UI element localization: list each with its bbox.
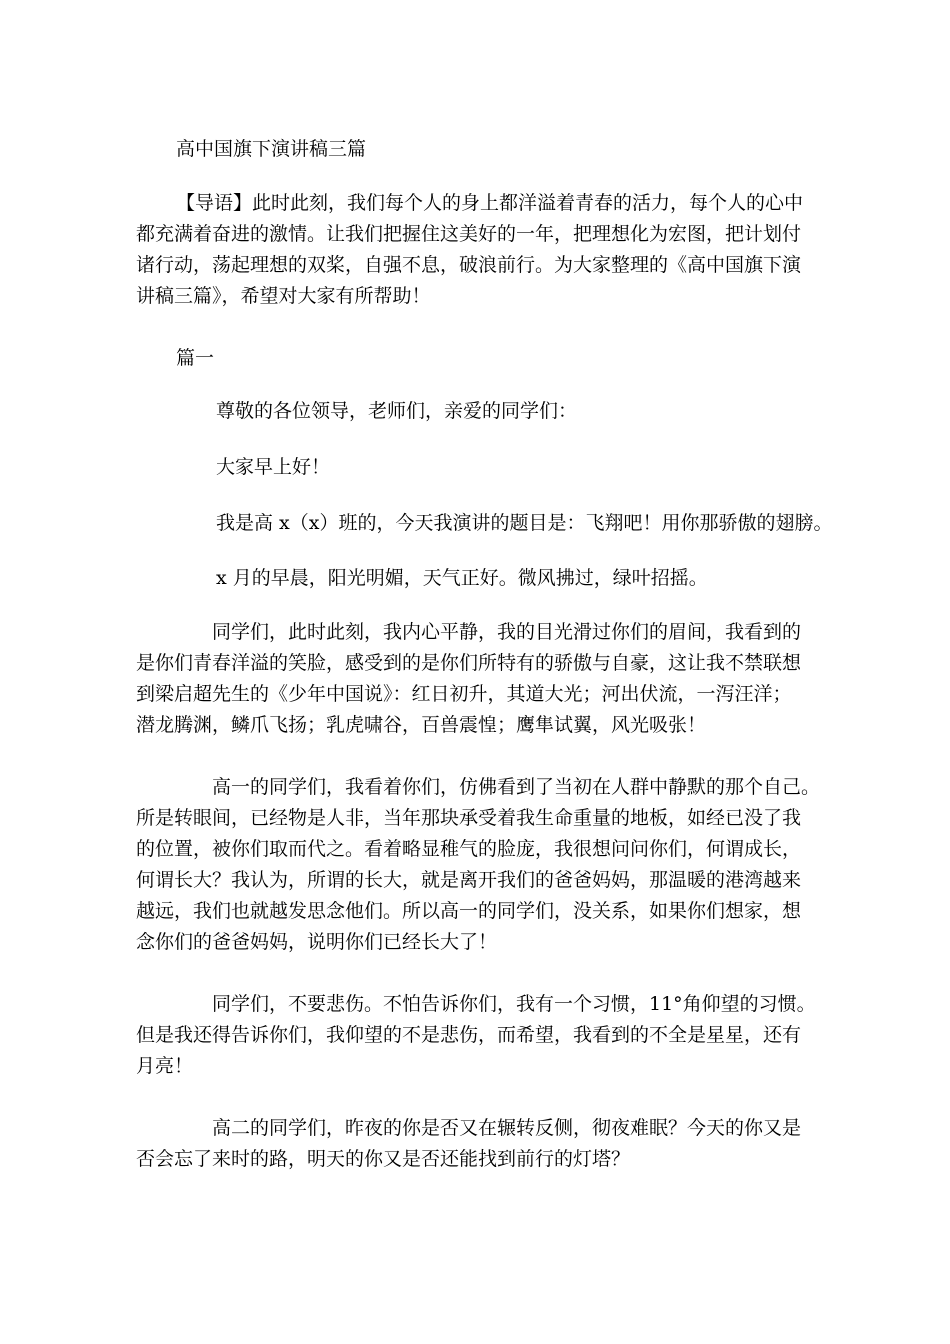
speaker-intro: 我是高 x（x）班的，今天我演讲的题目是：飞翔吧！用你那骄傲的翅膀。	[216, 512, 833, 534]
paragraph-line: 月亮！	[136, 1055, 194, 1077]
paragraph-line: 否会忘了来时的路，明天的你又是否还能找到前行的灯塔？	[136, 1148, 631, 1170]
paragraph-line: 越远，我们也就越发思念他们。所以高一的同学们，没关系，如果你们想家，想	[136, 900, 802, 922]
body-paragraph	[136, 989, 826, 1082]
paragraph-line: 所是转眼间，已经物是人非，当年那块承受着我生命重量的地板，如经已没了我	[136, 807, 802, 829]
greeting: 大家早上好！	[216, 456, 331, 478]
paragraph-line: 高一的同学们，我看着你们，仿佛看到了当初在人群中静默的那个自己。	[212, 776, 821, 798]
section-heading: 篇一	[176, 347, 215, 369]
document-title: 高中国旗下演讲稿三篇	[176, 138, 367, 160]
intro-line: 都充满着奋进的激情。让我们把握住这美好的一年，把理想化为宏图，把计划付	[136, 223, 802, 245]
salutation: 尊敬的各位领导，老师们，亲爱的同学们：	[216, 400, 578, 422]
paragraph-line: 是你们青春洋溢的笑脸，感受到的是你们所特有的骄傲与自豪，这让我不禁联想	[136, 652, 802, 674]
body-paragraph	[136, 772, 826, 958]
intro-line: 诸行动，荡起理想的双桨，自强不息，破浪前行。为大家整理的《高中国旗下演	[136, 254, 802, 276]
paragraph-line: 何谓长大？我认为，所谓的长大，就是离开我们的爸爸妈妈，那温暖的港湾越来	[136, 869, 802, 891]
scene-line: x 月的早晨，阳光明媚，天气正好。微风拂过，绿叶招摇。	[216, 567, 708, 589]
intro-line: 讲稿三篇》，希望对大家有所帮助！	[136, 285, 431, 307]
paragraph-line: 念你们的爸爸妈妈，说明你们已经长大了！	[136, 931, 498, 953]
paragraph-line: 高二的同学们，昨夜的你是否又在辗转反侧，彻夜难眠？今天的你又是	[212, 1117, 802, 1139]
paragraph-line: 同学们，不要悲伤。不怕告诉你们，我有一个习惯，11°角仰望的习惯。	[212, 993, 816, 1015]
paragraph-line: 同学们，此时此刻，我内心平静，我的目光滑过你们的眉间，我看到的	[212, 621, 802, 643]
body-paragraph	[136, 1113, 826, 1175]
paragraph-line: 的位置，被你们取而代之。看着略显稚气的脸庞，我很想问问你们，何谓成长，	[136, 838, 802, 860]
intro-paragraph	[136, 188, 816, 312]
paragraph-line: 潜龙腾渊，鳞爪飞扬；乳虎啸谷，百兽震惶；鹰隼试翼，风光吸张！	[136, 714, 707, 736]
paragraph-line: 但是我还得告诉你们，我仰望的不是悲伤，而希望，我看到的不全是星星，还有	[136, 1024, 802, 1046]
intro-line: 【导语】此时此刻，我们每个人的身上都洋溢着青春的活力，每个人的心中	[176, 192, 804, 214]
body-paragraph	[136, 617, 826, 741]
paragraph-line: 到梁启超先生的《少年中国说》：红日初升，其道大光；河出伏流，一泻汪洋；	[136, 683, 792, 705]
